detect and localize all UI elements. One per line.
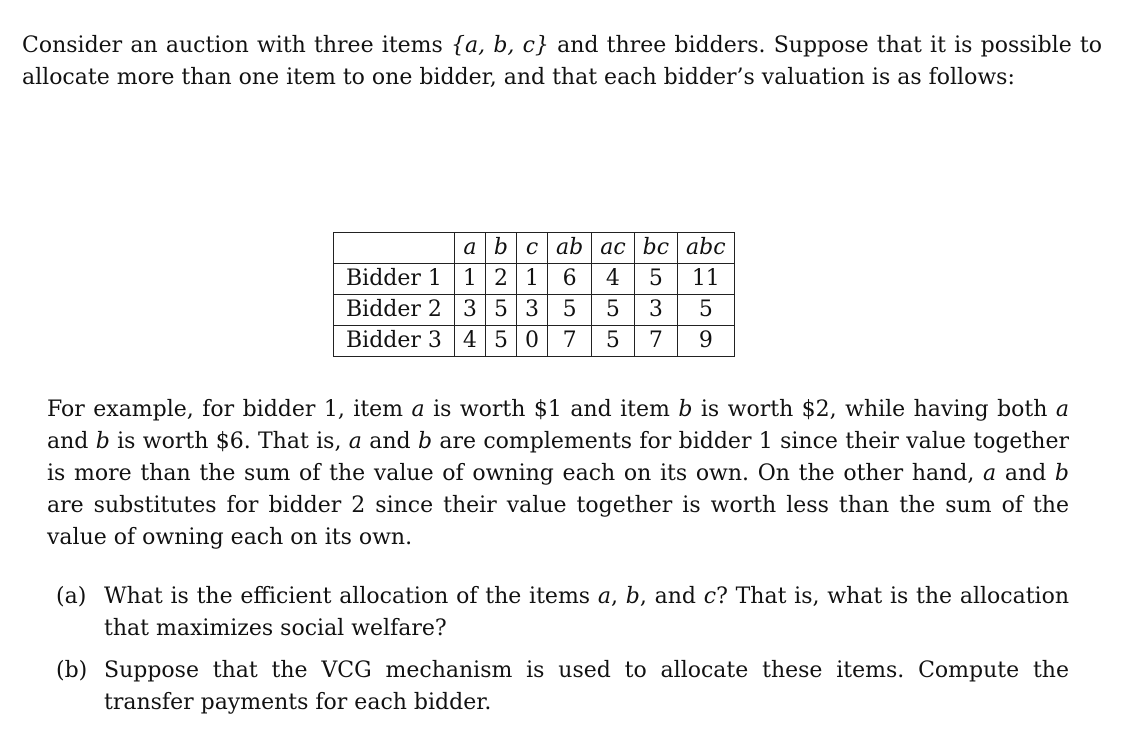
valuation-table — [333, 232, 735, 357]
row-label: Bidder 2 — [334, 295, 455, 326]
example-paragraph — [47, 394, 1069, 554]
value-cell: 5 — [634, 264, 677, 295]
value-cell: 11 — [678, 264, 735, 295]
value-cell: 7 — [548, 326, 592, 357]
table-row — [334, 326, 735, 357]
example-text: is worth $6. That is, — [109, 429, 349, 454]
row-label: Bidder 1 — [334, 264, 455, 295]
header-cell: ab — [548, 233, 592, 264]
value-cell: 5 — [592, 326, 634, 357]
example-text: and — [996, 461, 1055, 486]
header-cell: bc — [634, 233, 677, 264]
example-text: is worth $2, while having both — [692, 397, 1056, 422]
value-cell: 2 — [485, 264, 516, 295]
question-text: Suppose that the VCG mechanism is used to allocate these items. Compute the transfer payments for each bidder. — [104, 658, 1069, 715]
math-var: b — [625, 584, 640, 609]
table-header-row — [334, 233, 735, 264]
question-label: (a) — [56, 584, 87, 609]
table-row — [334, 295, 735, 326]
row-label: Bidder 3 — [334, 326, 455, 357]
header-corner — [334, 233, 455, 264]
example-text: are substitutes for bidder 2 since their value together is worth less than the sum of the value of owning each on its own. — [47, 493, 1069, 550]
value-cell: 7 — [634, 326, 677, 357]
value-cell: 6 — [548, 264, 592, 295]
value-cell: 5 — [485, 326, 516, 357]
question-label: (b) — [56, 658, 88, 683]
math-var: a — [1055, 397, 1069, 422]
math-var: b — [417, 429, 433, 454]
math-var: b — [1054, 461, 1069, 486]
math-var: b — [95, 429, 110, 454]
math-var: a — [411, 397, 425, 422]
header-cell: a — [454, 233, 485, 264]
question-a — [56, 581, 1069, 645]
math-var: c — [703, 584, 717, 609]
value-cell: 9 — [678, 326, 735, 357]
value-cell: 5 — [548, 295, 592, 326]
value-cell: 1 — [517, 264, 548, 295]
value-cell: 0 — [517, 326, 548, 357]
value-cell: 5 — [485, 295, 516, 326]
header-cell: b — [485, 233, 516, 264]
question-text-part: , — [610, 584, 626, 609]
value-cell: 5 — [592, 295, 634, 326]
value-cell: 3 — [517, 295, 548, 326]
intro-text-1: Consider an auction with three items — [22, 33, 452, 58]
math-var: a — [348, 429, 362, 454]
value-cell: 4 — [592, 264, 634, 295]
example-text: and — [47, 429, 96, 454]
question-b — [56, 655, 1069, 719]
header-cell: ac — [592, 233, 634, 264]
header-cell: c — [517, 233, 548, 264]
example-text: is worth $1 and item — [424, 397, 679, 422]
example-text: For example, for bidder 1, item — [47, 397, 412, 422]
question-text-part: , and — [639, 584, 704, 609]
question-text-part: What is the efficient allocation of the items — [104, 584, 598, 609]
value-cell: 1 — [454, 264, 485, 295]
example-text: and — [361, 429, 418, 454]
value-cell: 3 — [454, 295, 485, 326]
math-var: b — [678, 397, 693, 422]
intro-paragraph — [22, 30, 1102, 94]
table-row — [334, 264, 735, 295]
example-text: are complements for bidder 1 since their value together is more than the sum of the value of owning each on its own. On the other hand, — [47, 429, 1069, 486]
question-text — [104, 581, 1069, 645]
value-cell: 3 — [634, 295, 677, 326]
item-set: {a, b, c} — [451, 33, 549, 58]
value-cell: 4 — [454, 326, 485, 357]
math-var: a — [983, 461, 997, 486]
intro-text-2: and three bidders. Suppose that it is possible to allocate more than one item to one bidder, and that each bidder’s valuation is as follows: — [22, 33, 1102, 90]
header-cell: abc — [678, 233, 735, 264]
math-var: a — [597, 584, 611, 609]
question-text-part: ? That is, what is the allocation that maximizes social welfare? — [104, 584, 1069, 641]
value-cell: 5 — [678, 295, 735, 326]
